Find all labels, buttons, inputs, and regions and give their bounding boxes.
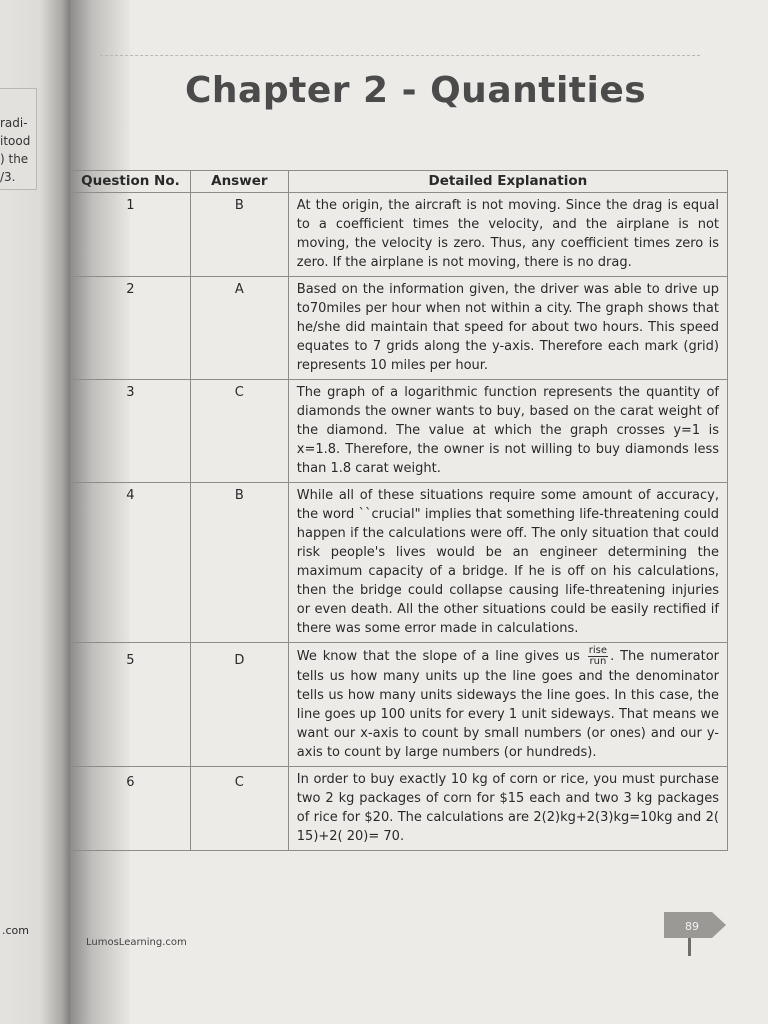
question-number: 3 (71, 380, 191, 483)
adjacent-page-fragment: radi- (0, 116, 28, 130)
explanation-text: At the origin, the aircraft is not moving. Since the drag is equal to a coefficient times the velocity, and the airplane is not moving, the velocity is zero. Thus, any coefficient times zero is zero. If the airplane is not moving, there is no drag. (288, 193, 727, 277)
question-number: 6 (71, 767, 191, 851)
table-header-row (71, 171, 728, 193)
page-number: 89 (685, 920, 699, 933)
question-number: 5 (71, 643, 191, 767)
header-explanation: Detailed Explanation (288, 171, 727, 193)
answer-letter: C (190, 767, 288, 851)
adjacent-page (0, 0, 70, 1024)
explanation-text: The graph of a logarithmic function represents the quantity of diamonds the owner wants to buy, based on the carat weight of the diamond. The value at which the graph crosses y=1 is x=1.8. Therefore, the owner is not willing to buy diamonds less than 1.8 carat weight. (288, 380, 727, 483)
question-number: 2 (71, 277, 191, 380)
question-number: 1 (71, 193, 191, 277)
explanation-text (288, 643, 727, 767)
header-answer: Answer (190, 171, 288, 193)
explanation-text: Based on the information given, the driver was able to drive up to70miles per hour when not within a city. The graph shows that he/she did maintain that speed for about two hours. This speed equates to 7 grids along the y-axis. Therefore each mark (grid) represents 10 miles per hour. (288, 277, 727, 380)
explanation-text: In order to buy exactly 10 kg of corn or rice, you must purchase two 2 kg packages of corn for $15 each and two 3 kg packages of rice for $20. The calculations are 2(2)kg+2(3)kg=10kg and 2( 15)+2( 20)= 70. (288, 767, 727, 851)
table-row (71, 643, 728, 767)
table-row (71, 193, 728, 277)
page-number-tag-icon (664, 912, 726, 956)
fraction-denominator: run (589, 656, 607, 667)
adjacent-page-fragment: /3. (0, 170, 16, 184)
explanation-text-part: We know that the slope of a line gives us (296, 649, 580, 664)
answer-table (70, 170, 728, 851)
footer-website: LumosLearning.com (86, 937, 187, 948)
fraction-numerator: rise (588, 645, 608, 656)
explanation-text: While all of these situations require some amount of accuracy, the word ``crucial" implies that something life-threatening could happen if the calculations were off. The only situation that could risk people's lives would be an engineer determining the maximum capacity of a bridge. If he is off on his calculations, then the bridge could collapse causing life-threatening injuries or even death. All the other situations could be easily rectified if there was some error made in calculations. (288, 483, 727, 643)
top-rule (100, 55, 700, 56)
adjacent-page-footer: .com (2, 924, 29, 937)
adjacent-page-fragment: ) the (0, 152, 29, 166)
question-number: 4 (71, 483, 191, 643)
answer-letter: C (190, 380, 288, 483)
slope-fraction (588, 646, 608, 667)
adjacent-page-fragment: itood (0, 134, 31, 148)
explanation-text-part: . The numerator tells us how many units up the line goes and the denominator tells us how many units sideways the line goes. In this case, the line goes up 100 units for every 1 unit sideways. That means we want our x-axis to count by small numbers (or ones) and our y-axis to count by large numbers (or hundreds). (296, 649, 720, 760)
answer-letter: D (190, 643, 288, 767)
answer-letter: B (190, 483, 288, 643)
table-row (71, 767, 728, 851)
answer-letter: B (190, 193, 288, 277)
table-row (71, 483, 728, 643)
table-row (71, 380, 728, 483)
header-question-no: Question No. (71, 171, 191, 193)
chapter-title: Chapter 2 - Quantities (185, 70, 647, 111)
answer-letter: A (190, 277, 288, 380)
table-row (71, 277, 728, 380)
